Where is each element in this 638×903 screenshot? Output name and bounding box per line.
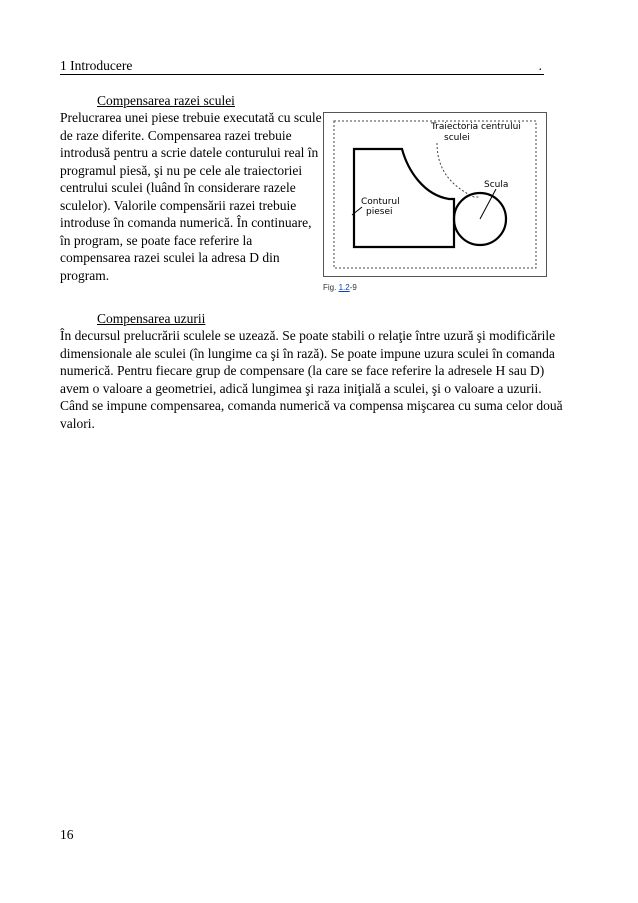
text-line: în program, se poate face referire la [60, 232, 253, 248]
paragraph-radius-compensation [60, 109, 322, 284]
text-line: centrului sculei (luând în considerare razele [60, 180, 296, 195]
label-tool: Scula [484, 180, 509, 190]
header-title: 1 Introducere [60, 58, 133, 73]
label-path-line2: sculei [444, 133, 470, 143]
figure-tool-compensation [323, 112, 547, 277]
page-number: 16 [60, 827, 74, 842]
caption-prefix: Fig. [323, 283, 339, 292]
text-line: În decursul prelucrării sculele se uzează. Se poate stabili o relaţie între uzură şi modificările [60, 328, 556, 343]
running-header [60, 58, 544, 75]
figure-caption [323, 283, 357, 292]
text-line: dimensionale ale sculei (în lungime ca şi în rază). Se poate impune uzura sculei în comanda [60, 345, 555, 361]
text-line: programul piesă, şi nu pe cele ale traiectoriei [60, 162, 303, 178]
header-trailing: . [538, 58, 542, 73]
section-title-radius-compensation: Compensarea razei sculei [97, 93, 235, 108]
text-line: program. [60, 267, 110, 283]
caption-reference-link[interactable]: 1.2 [338, 283, 350, 292]
text-line: numerică. Pentru fiecare grup de compensare (la care se face referire la adresele H sau D) [60, 363, 545, 378]
tool-center-path-inner [437, 143, 479, 197]
label-contour-line1: Conturul [361, 197, 400, 207]
paragraph-wear-compensation [60, 327, 563, 432]
text-line: introduse în comanda numerică. În continuare, [60, 215, 312, 230]
section-title-wear-compensation: Compensarea uzurii [97, 311, 206, 326]
text-line: introdusă pentru a scrie datele conturului real în [60, 145, 319, 160]
text-line: compensarea razei sculei la adresa D din [60, 250, 280, 265]
caption-suffix: -9 [349, 283, 357, 292]
text-line: valori. [60, 415, 95, 431]
text-line: Prelucrarea unei piese trebuie executată cu scule [60, 110, 322, 125]
text-line: Când se impune compensarea, comanda numerică va compensa mişcarea cu suma celor două [60, 398, 563, 413]
figure-diagram [324, 113, 546, 276]
label-path-line1: Traiectoria centrului [431, 122, 521, 132]
label-contour-line2: piesei [366, 207, 393, 217]
text-line: avem o valoare a geometriei, adică lungimea şi raza iniţială a sculei, şi o valoare a uzurii. [60, 380, 542, 396]
text-line: de raze diferite. Compensarea razei trebuie [60, 127, 292, 143]
text-line: sculelor). Valorile compensării razei trebuie [60, 197, 297, 213]
